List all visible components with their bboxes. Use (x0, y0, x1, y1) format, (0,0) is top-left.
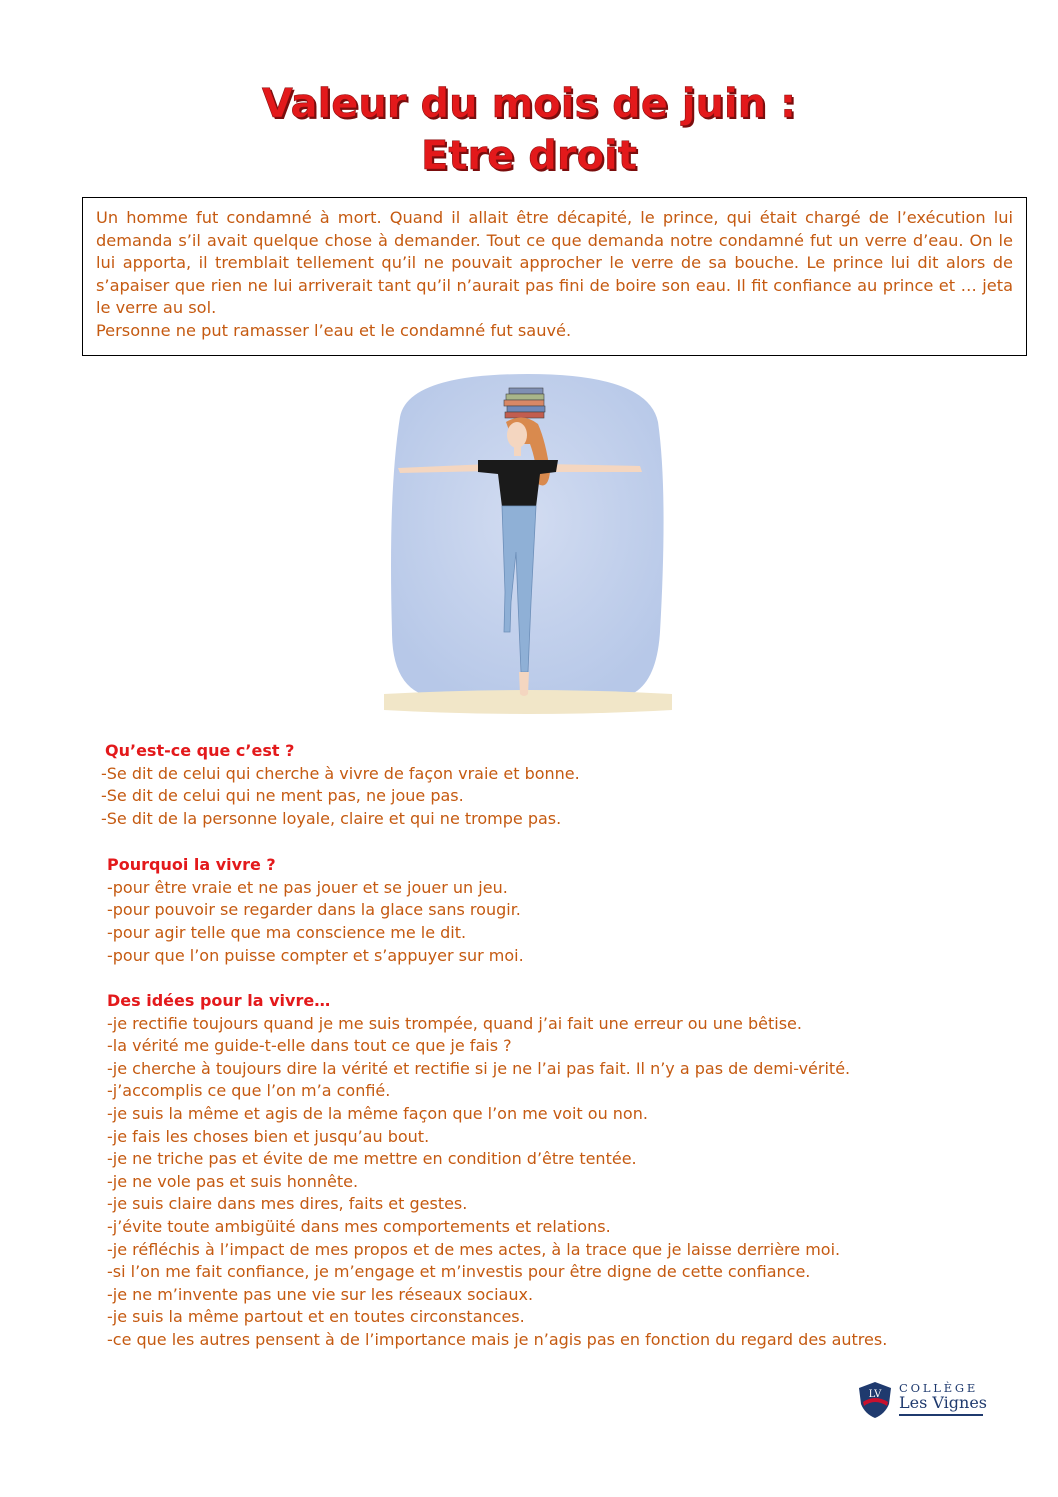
definition-section (101, 740, 580, 831)
page-title-line2: Etre droit (421, 133, 637, 179)
logo-line2: Les Vignes (899, 1393, 988, 1412)
list-item: -Se dit de celui qui ne ment pas, ne joue pas. (101, 786, 464, 806)
page-title-line1: Valeur du mois de juin : (261, 81, 797, 127)
list-item: -Se dit de la personne loyale, claire et qui ne trompe pas. (101, 809, 562, 829)
girl-balancing-books-illustration (378, 372, 678, 717)
list-item: -je suis la même partout et en toutes circonstances. (107, 1307, 525, 1327)
definition-heading: Qu’est-ce que c’est ? (105, 741, 295, 760)
story-box (82, 197, 1027, 356)
why-heading: Pourquoi la vivre ? (107, 855, 276, 874)
svg-text:LV: LV (868, 1389, 882, 1400)
story-paragraph: Un homme fut condamné à mort. Quand il allait être décapité, le prince, qui était chargé de l’exécution lui demanda s’il avait quelque chose à demander. Tout ce que demanda notre condamné fut un verre d’eau. On le lui apporta, il tremblait tellement qu’il ne pouvait approcher le verre de sa bouche. Le prince lui dit alors de s’apaiser que rien ne lui arriverait tant qu’il n’aurait pas fini de boire son eau. Il fit confiance au prince et … jeta le verre au sol. (96, 208, 1013, 318)
ideas-heading: Des idées pour la vivre… (107, 991, 331, 1010)
list-item: -j’évite toute ambigüité dans mes comportements et relations. (107, 1216, 611, 1236)
college-logo (855, 1380, 990, 1420)
logo-underline (899, 1414, 983, 1416)
list-item: -je ne vole pas et suis honnête. (107, 1171, 359, 1191)
list-item: -si l’on me fait confiance, je m’engage et m’investis pour être digne de cette confiance. (107, 1262, 811, 1282)
college-emblem-icon (855, 1380, 895, 1420)
list-item: -Se dit de celui qui cherche à vivre de façon vraie et bonne. (101, 763, 580, 783)
list-item: -pour être vraie et ne pas jouer et se jouer un jeu. (107, 877, 508, 897)
ideas-section (107, 990, 887, 1352)
list-item: -pour pouvoir se regarder dans la glace sans rougir. (107, 900, 521, 920)
story-ending: Personne ne put ramasser l’eau et le condamné fut sauvé. (96, 320, 572, 340)
list-item: -la vérité me guide-t-elle dans tout ce que je fais ? (107, 1036, 512, 1056)
list-item: -je suis la même et agis de la même façon que l’on me voit ou non. (107, 1103, 648, 1123)
list-item: -ce que les autres pensent à de l’importance mais je n’agis pas en fonction du regard des autres. (107, 1329, 888, 1349)
list-item: -pour agir telle que ma conscience me le dit. (107, 923, 467, 943)
books-icon (504, 388, 545, 418)
list-item: -je cherche à toujours dire la vérité et rectifie si je ne l’ai pas fait. Il n’y a pas de demi-vérité. (107, 1058, 851, 1078)
list-item: -je rectifie toujours quand je me suis trompée, quand j’ai fait une erreur ou une bêtise. (107, 1013, 802, 1033)
list-item: -je fais les choses bien et jusqu’au bout. (107, 1126, 430, 1146)
list-item: -je ne triche pas et évite de me mettre en condition d’être tentée. (107, 1149, 637, 1169)
list-item: -je réfléchis à l’impact de mes propos et de mes actes, à la trace que je laisse derrière moi. (107, 1239, 841, 1259)
list-item: -j’accomplis ce que l’on m’a confié. (107, 1081, 391, 1101)
list-item: -je suis claire dans mes dires, faits et gestes. (107, 1194, 468, 1214)
list-item: -pour que l’on puisse compter et s’appuyer sur moi. (107, 945, 524, 965)
logo-line1: COLLÈGE (899, 1381, 979, 1395)
list-item: -je ne m’invente pas une vie sur les réseaux sociaux. (107, 1284, 534, 1304)
why-section (107, 854, 524, 968)
